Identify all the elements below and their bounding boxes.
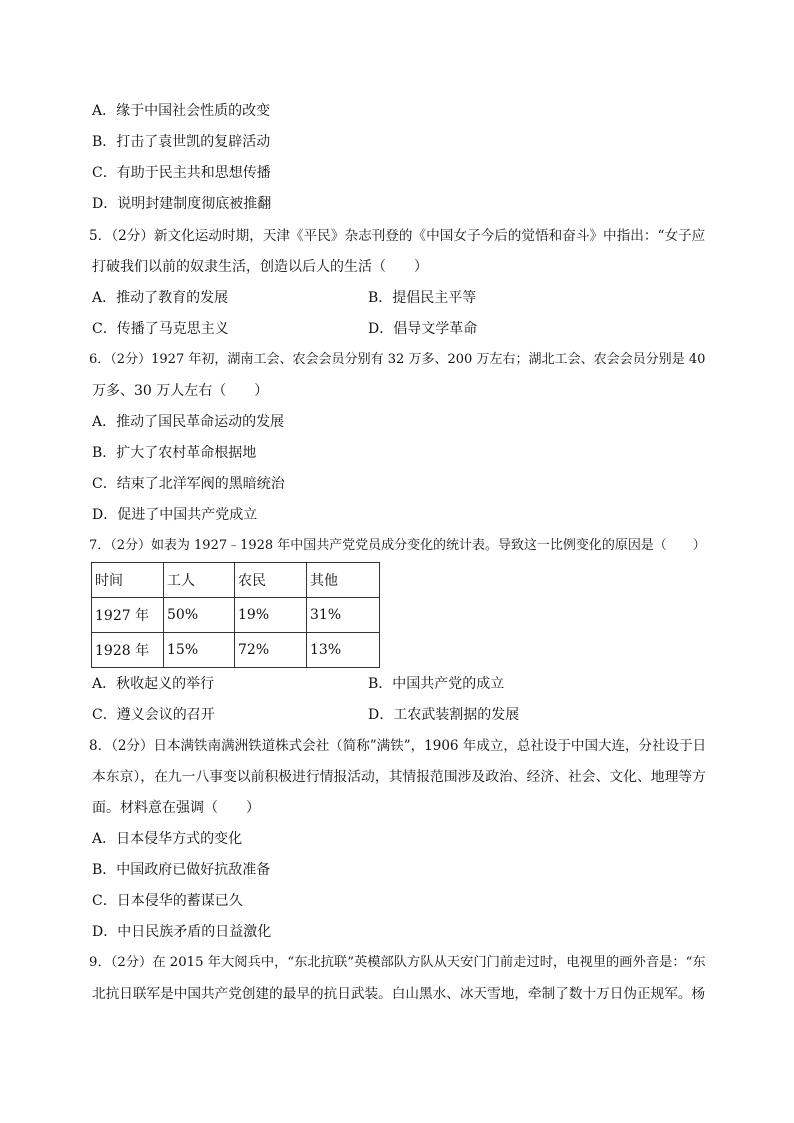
- q7-option-b: B．中国共产党的成立: [368, 676, 505, 692]
- q4-option-b: B．打击了袁世凯的复辟活动: [92, 134, 271, 150]
- table-cell: 1927 年: [92, 598, 164, 633]
- q5-option-d: D．倡导文学革命: [368, 321, 478, 337]
- q4-option-a: A．缘于中国社会性质的改变: [92, 103, 271, 119]
- q8-stem-line3: 面。材料意在强调（ ）: [92, 800, 260, 816]
- q9-stem-line1: 9．（2分）在 2015 年大阅兵中，“东北抗联”英模部队方队从天安门门前走过时，电视里的画外音是：“东: [89, 955, 706, 970]
- q4-option-d: D．说明封建制度彻底被推翻: [92, 196, 272, 212]
- q7-stem-line1: 7．（2分）如表为 1927﹣1928 年中国共产党党员成分变化的统计表。导致这一比例变化的原因是（ ）: [89, 538, 706, 553]
- q7-option-a: A．秋收起义的举行: [92, 676, 215, 692]
- q7-option-d: D．工农武装割据的发展: [368, 707, 520, 723]
- table-cell: 1928 年: [92, 633, 164, 668]
- table-header-cell: 其他: [307, 563, 380, 598]
- q5-option-c: C．传播了马克思主义: [92, 321, 229, 337]
- q8-option-a: A．日本侵华方式的变化: [92, 831, 243, 847]
- q6-option-a: A．推动了国民革命运动的发展: [92, 414, 285, 430]
- table-header-row: [92, 563, 380, 598]
- q5-stem-line2: 打破我们以前的奴隶生活，创造以后人的生活（ ）: [92, 259, 428, 275]
- q5-option-a: A．推动了教育的发展: [92, 290, 229, 306]
- q8-option-b: B．中国政府已做好抗敌准备: [92, 862, 271, 878]
- table-cell: 31%: [307, 598, 380, 633]
- q8-stem-line2: 本东京），在九一八事变以前积极进行情报活动，其情报范围涉及政治、经济、社会、文化、地理等方: [92, 769, 706, 785]
- q5-stem-line1: 5．（2分）新文化运动时期，天津《平民》杂志刊登的《中国女子今后的觉悟和奋斗》中指出：“女子应: [89, 228, 706, 244]
- table-cell: 72%: [235, 633, 307, 668]
- q6-option-b: B．扩大了农村革命根据地: [92, 445, 257, 461]
- table-row: [92, 633, 380, 668]
- q8-option-c: C．日本侵华的蓄谋已久: [92, 893, 243, 909]
- table-header-cell: 农民: [235, 563, 307, 598]
- q6-option-c: C．结束了北洋军阀的黑暗统治: [92, 476, 285, 492]
- party-composition-table: [91, 562, 380, 668]
- q9-stem-line2: 北抗日联军是中国共产党创建的最早的抗日武装。白山黑水、冰天雪地，牵制了数十万日伪正规军。杨: [92, 986, 706, 1002]
- table-row: [92, 598, 380, 633]
- table-cell: 15%: [164, 633, 235, 668]
- table-header-cell: 时间: [92, 563, 164, 598]
- table-cell: 50%: [164, 598, 235, 633]
- table-cell: 19%: [235, 598, 307, 633]
- table-cell: 13%: [307, 633, 380, 668]
- q4-option-c: C．有助于民主共和思想传播: [92, 165, 271, 181]
- table-header-cell: 工人: [164, 563, 235, 598]
- q5-option-b: B．提倡民主平等: [368, 290, 477, 306]
- q6-option-d: D．促进了中国共产党成立: [92, 507, 258, 523]
- q7-option-c: C．遵义会议的召开: [92, 707, 215, 723]
- q8-stem-line1: 8．（2分）日本满铁南满洲铁道株式会社（简称”满铁”，1906 年成立，总社设于中国大连，分社设于日: [89, 738, 707, 754]
- q6-stem-line1: 6．（2分）1927 年初，湖南工会、农会会员分别有 32 万多、200 万左右；湖北工会、农会会员分别是 40: [89, 352, 706, 367]
- q6-stem-line2: 万多、30 万人左右（ ）: [92, 383, 269, 399]
- q8-option-d: D．中日民族矛盾的日益激化: [92, 924, 272, 940]
